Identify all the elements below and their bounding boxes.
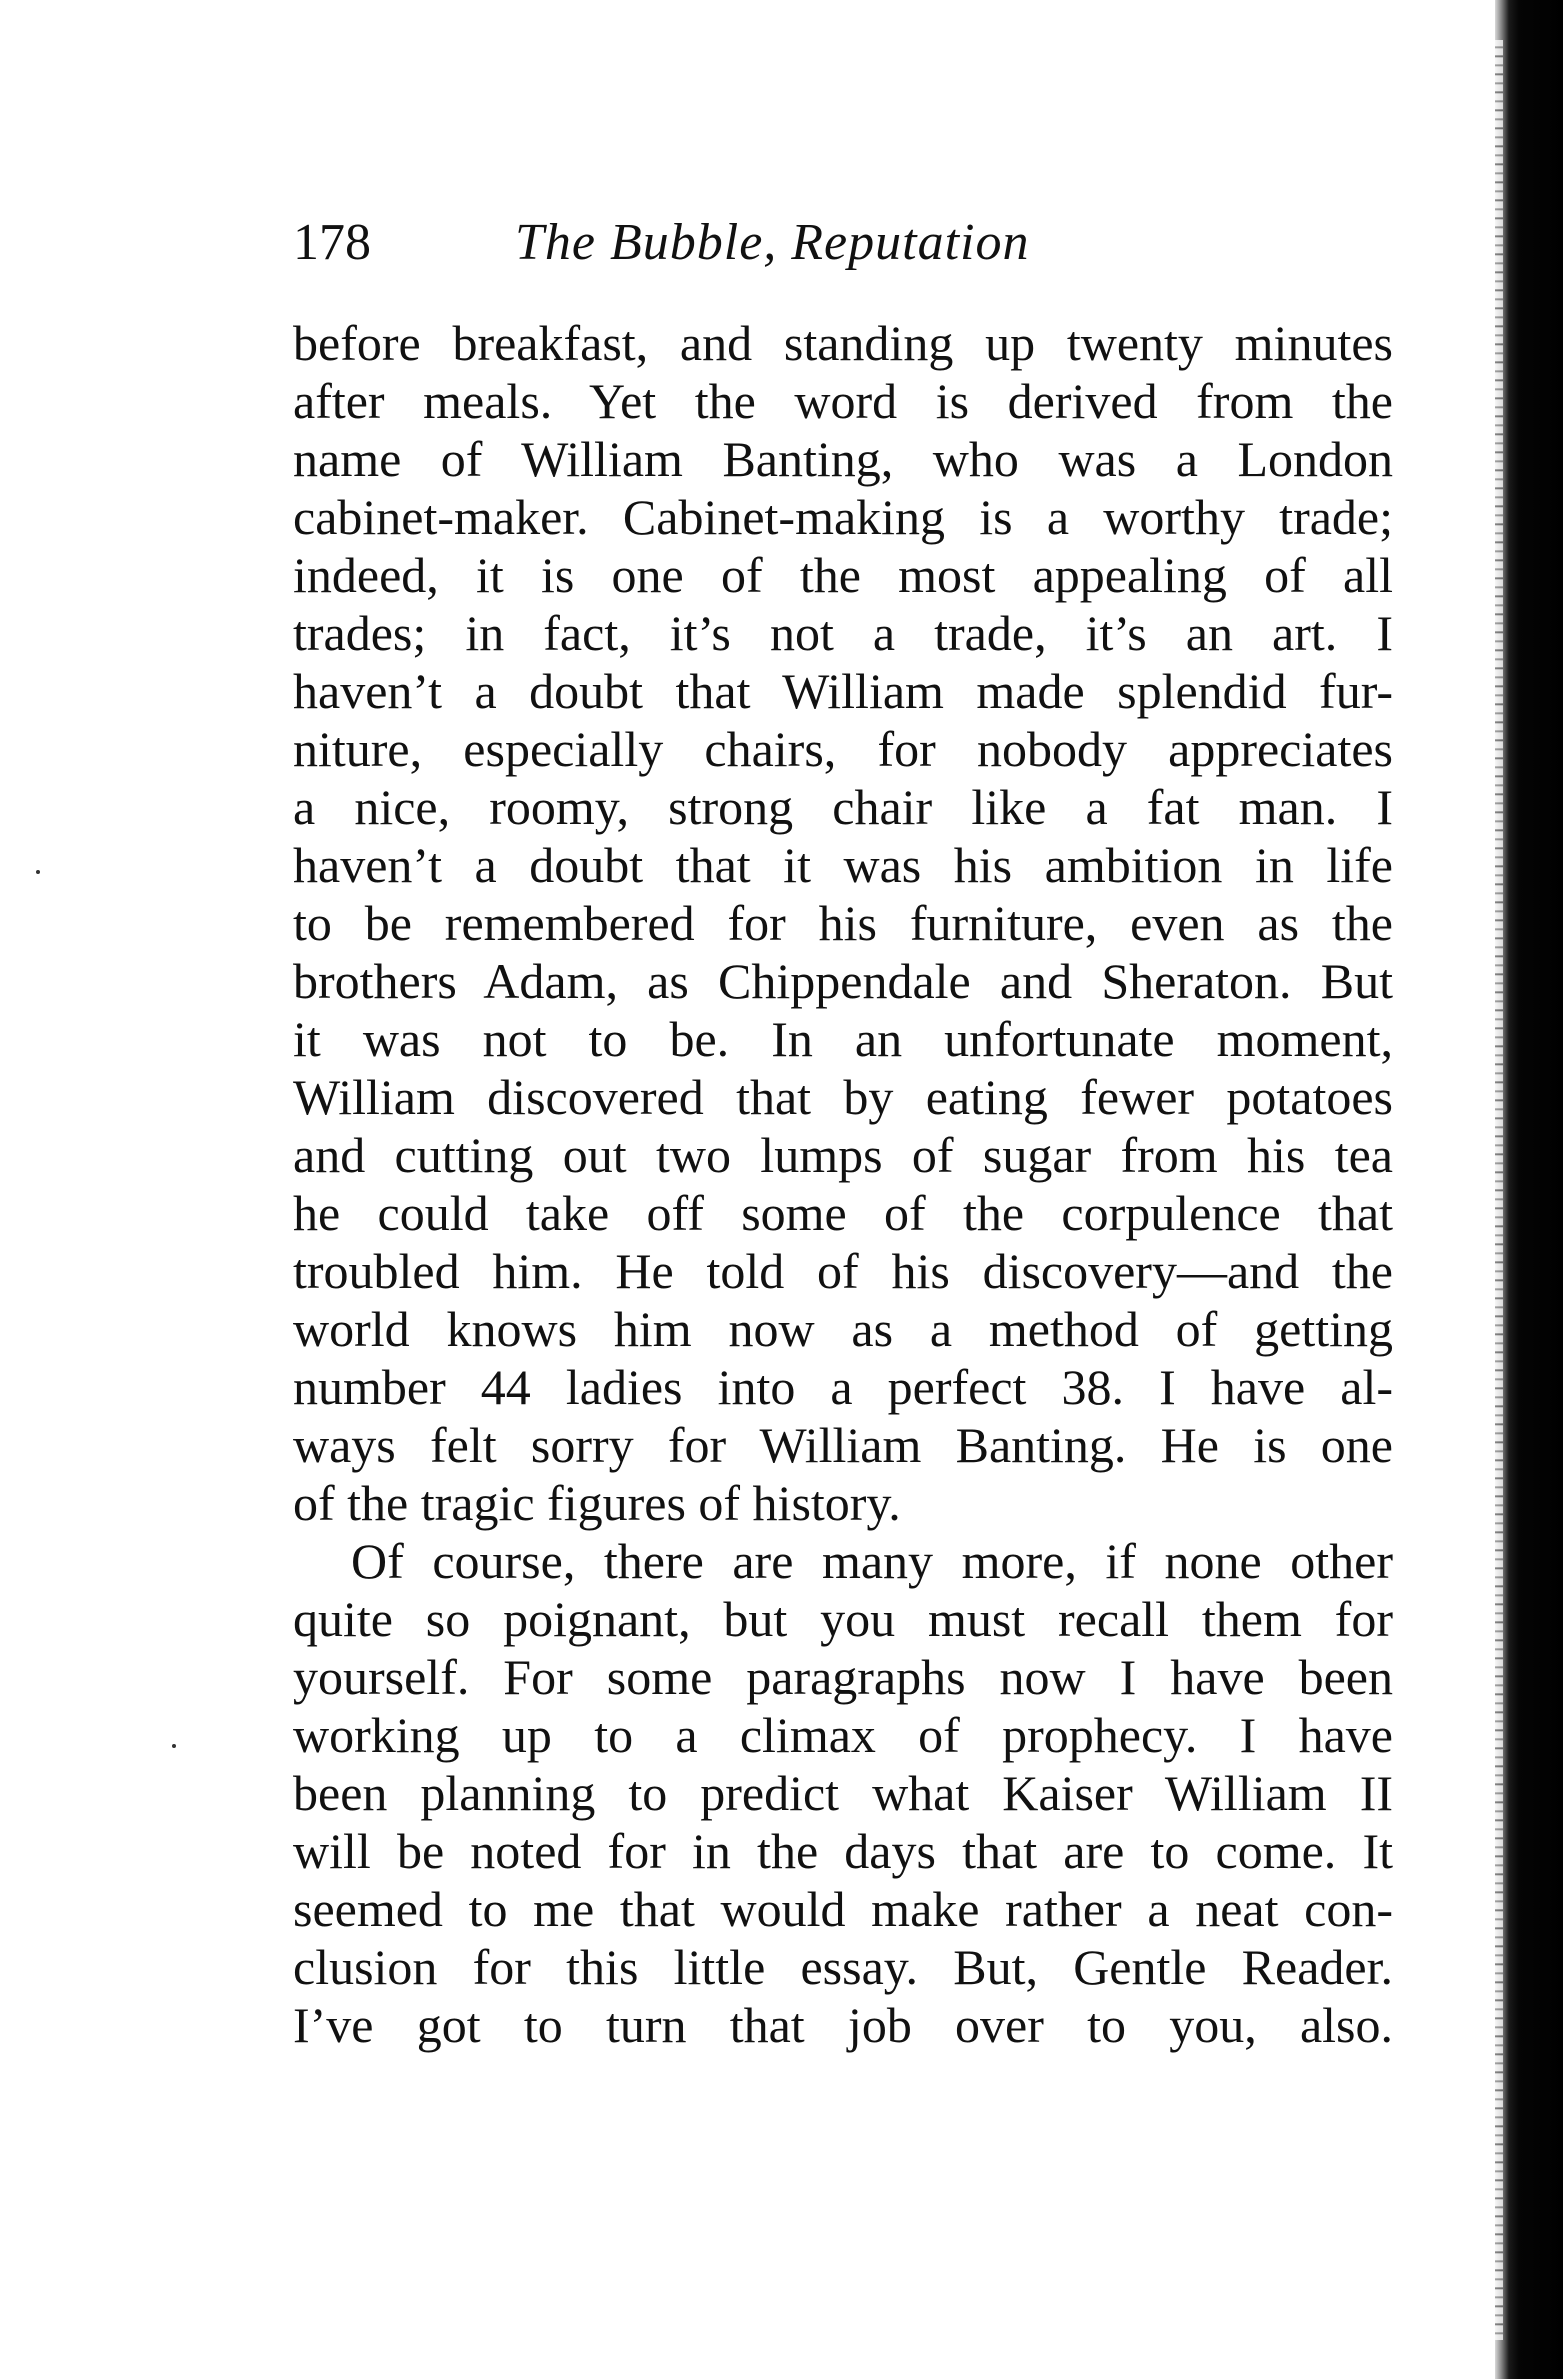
text-line: before breakfast, and standing up twenty minutes [293, 315, 1393, 371]
text-line: a nice, roomy, strong chair like a fat man. I [293, 779, 1393, 835]
body-text [293, 314, 1393, 2054]
text-line: William discovered that by eating fewer potatoes [293, 1069, 1393, 1125]
text-line: been planning to predict what Kaiser William II [293, 1765, 1393, 1821]
text-line: ways felt sorry for William Banting. He is one [293, 1417, 1393, 1473]
text-line: number 44 ladies into a perfect 38. I have al- [293, 1359, 1393, 1415]
text-line: Of course, there are many more, if none other [351, 1533, 1393, 1589]
text-line: brothers Adam, as Chippendale and Sheraton. But [293, 953, 1393, 1009]
scan-speck [36, 870, 40, 874]
text-line: cabinet-maker. Cabinet-making is a worthy trade; [293, 489, 1393, 545]
text-line: world knows him now as a method of getting [293, 1301, 1393, 1357]
text-line: name of William Banting, who was a London [293, 431, 1393, 487]
text-line: it was not to be. In an unfortunate moment, [293, 1011, 1393, 1067]
text-line: indeed, it is one of the most appealing of all [293, 547, 1393, 603]
text-line: he could take off some of the corpulence that [293, 1185, 1393, 1241]
text-line: niture, especially chairs, for nobody appreciates [293, 721, 1393, 777]
text-line: haven’t a doubt that it was his ambition in life [293, 837, 1393, 893]
binding-texture [1495, 40, 1503, 2340]
text-line: will be noted for in the days that are to come. It [293, 1823, 1393, 1879]
text-line: trades; in fact, it’s not a trade, it’s an art. I [293, 605, 1393, 661]
text-line: clusion for this little essay. But, Gentle Reader. [293, 1939, 1393, 1995]
text-line: after meals. Yet the word is derived from the [293, 373, 1393, 429]
text-line: seemed to me that would make rather a neat con- [293, 1881, 1393, 1937]
scan-speck [172, 1744, 176, 1748]
page-binding-edge [1495, 0, 1563, 2379]
text-line: of the tragic figures of history. [293, 1475, 901, 1531]
text-line: and cutting out two lumps of sugar from his tea [293, 1127, 1393, 1183]
text-line: quite so poignant, but you must recall them for [293, 1591, 1393, 1647]
page-number: 178 [293, 214, 371, 271]
text-line: working up to a climax of prophecy. I have [293, 1707, 1393, 1763]
text-line: yourself. For some paragraphs now I have been [293, 1649, 1393, 1705]
running-header [293, 208, 1393, 278]
running-title: The Bubble, Reputation [515, 214, 1030, 271]
text-line: I’ve got to turn that job over to you, also. [293, 1997, 1393, 2053]
text-line: to be remembered for his furniture, even as the [293, 895, 1393, 951]
text-line: haven’t a doubt that William made splendid fur- [293, 663, 1393, 719]
text-line: troubled him. He told of his discovery—and the [293, 1243, 1393, 1299]
